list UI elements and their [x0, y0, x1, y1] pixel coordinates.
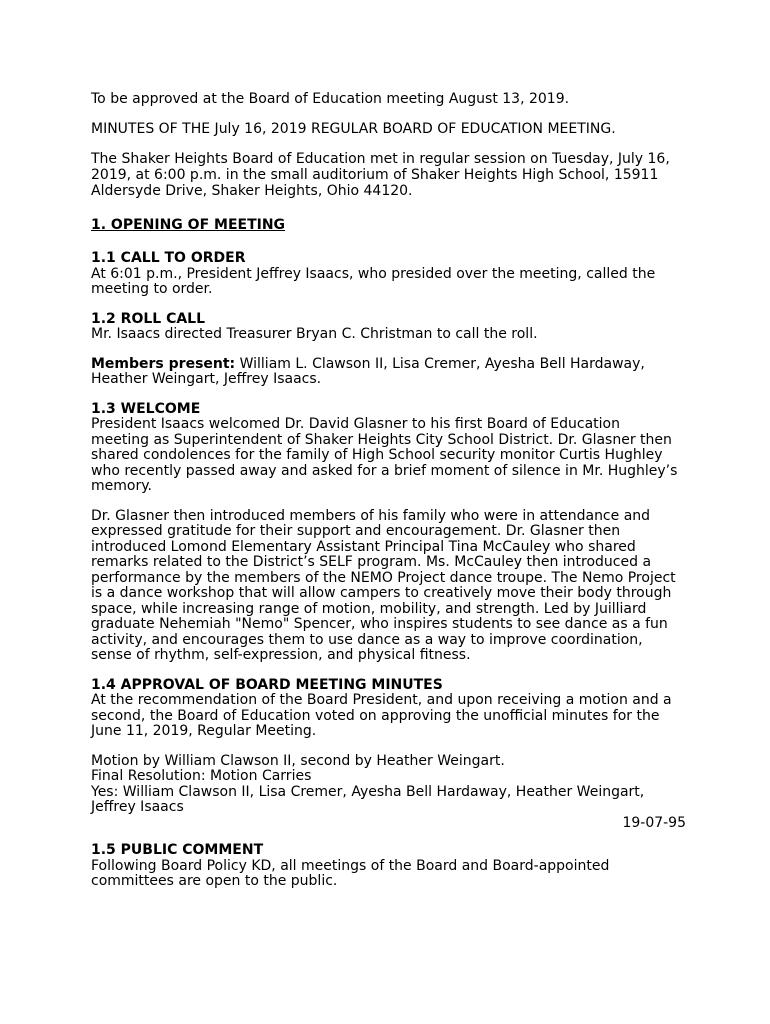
public-comment-heading: 1.5 PUBLIC COMMENT: [91, 842, 264, 858]
members-present: [91, 357, 686, 388]
public-comment-section: [91, 843, 686, 890]
section-opening-heading: 1. OPENING OF MEETING: [91, 217, 286, 233]
call-to-order-text: At 6:01 p.m., President Jeffrey Isaacs, who presided over the meeting, called the meeting to order.: [91, 265, 656, 297]
members-present-label: Members present:: [91, 355, 236, 372]
minutes-title: MINUTES OF THE July 16, 2019 REGULAR BOARD OF EDUCATION MEETING.: [91, 121, 616, 137]
public-comment-text: Following Board Policy KD, all meetings of the Board and Board-appointed committees are open to the public.: [91, 857, 610, 889]
motion-text: Motion by William Clawson II, second by Heather Weingart. Final Resolution: Motion Carries Yes: William Clawson II, Lisa Cremer, Ayesha Bell Hardaway, Heather Weingart, Jeffrey Isaacs: [91, 752, 645, 815]
welcome-text-2: Dr. Glasner then introduced members of his family who were in attendance and expressed gratitude for their support and encouragement. Dr. Glasner then introduced Lomond Elementary Assistant Principal Tina McCauley who shared remarks related to the District’s SELF program. Ms. McCauley then introduced a performance by the members of the NEMO Project dance troupe. The Nemo Project is a dance workshop that will allow campers to creatively move their body through space, while increasing range of motion, mobility, and strength. Led by Juilliard graduate Nehemiah "Nemo" Spencer, who inspires students to see dance as a fun activity, and encourages them to use dance as a way to improve coordination, sense of rhythm, self-expression, and physical fitness.: [91, 507, 676, 663]
welcome-text-1: President Isaacs welcomed Dr. David Glasner to his first Board of Education meeting as Superintendent of Shaker Heights City School District. Dr. Glasner then shared condolences for the family of High School security monitor Curtis Hughley who recently passed away and asked for a brief moment of silence in Mr. Hughley’s memory.: [91, 416, 678, 494]
welcome-heading: 1.3 WELCOME: [91, 400, 201, 417]
call-to-order-heading: 1.1 CALL TO ORDER: [91, 250, 246, 266]
resolution-number: 19-07-95: [622, 814, 686, 831]
minutes-body: [91, 91, 686, 904]
approval-text: At the recommendation of the Board President, and upon receiving a motion and a second, the Board of Education voted on approving the unofficial minutes for the June 11, 2019, Regular Meeting.: [91, 692, 672, 739]
members-present-list: William L. Clawson II, Lisa Cremer, Ayesha Bell Hardaway, Heather Weingart, Jeffrey Isaacs.: [91, 355, 645, 387]
roll-call-text: Mr. Isaacs directed Treasurer Bryan C. Christman to call the roll.: [91, 326, 538, 342]
roll-call-heading: 1.2 ROLL CALL: [91, 310, 206, 327]
approval-note: To be approved at the Board of Education meeting August 13, 2019.: [91, 91, 570, 107]
intro-paragraph: The Shaker Heights Board of Education met in regular session on Tuesday, July 16, 2019, at 6:00 p.m. in the small auditorium of Shaker Heights High School, 15911 Aldersyde Drive, Shaker Heights, Ohio 44120.: [91, 151, 670, 199]
approval-section: [91, 678, 686, 832]
roll-call-section: [91, 312, 686, 388]
call-to-order-section: [91, 251, 686, 298]
welcome-section: [91, 402, 686, 664]
approval-heading: 1.4 APPROVAL OF BOARD MEETING MINUTES: [91, 676, 443, 693]
